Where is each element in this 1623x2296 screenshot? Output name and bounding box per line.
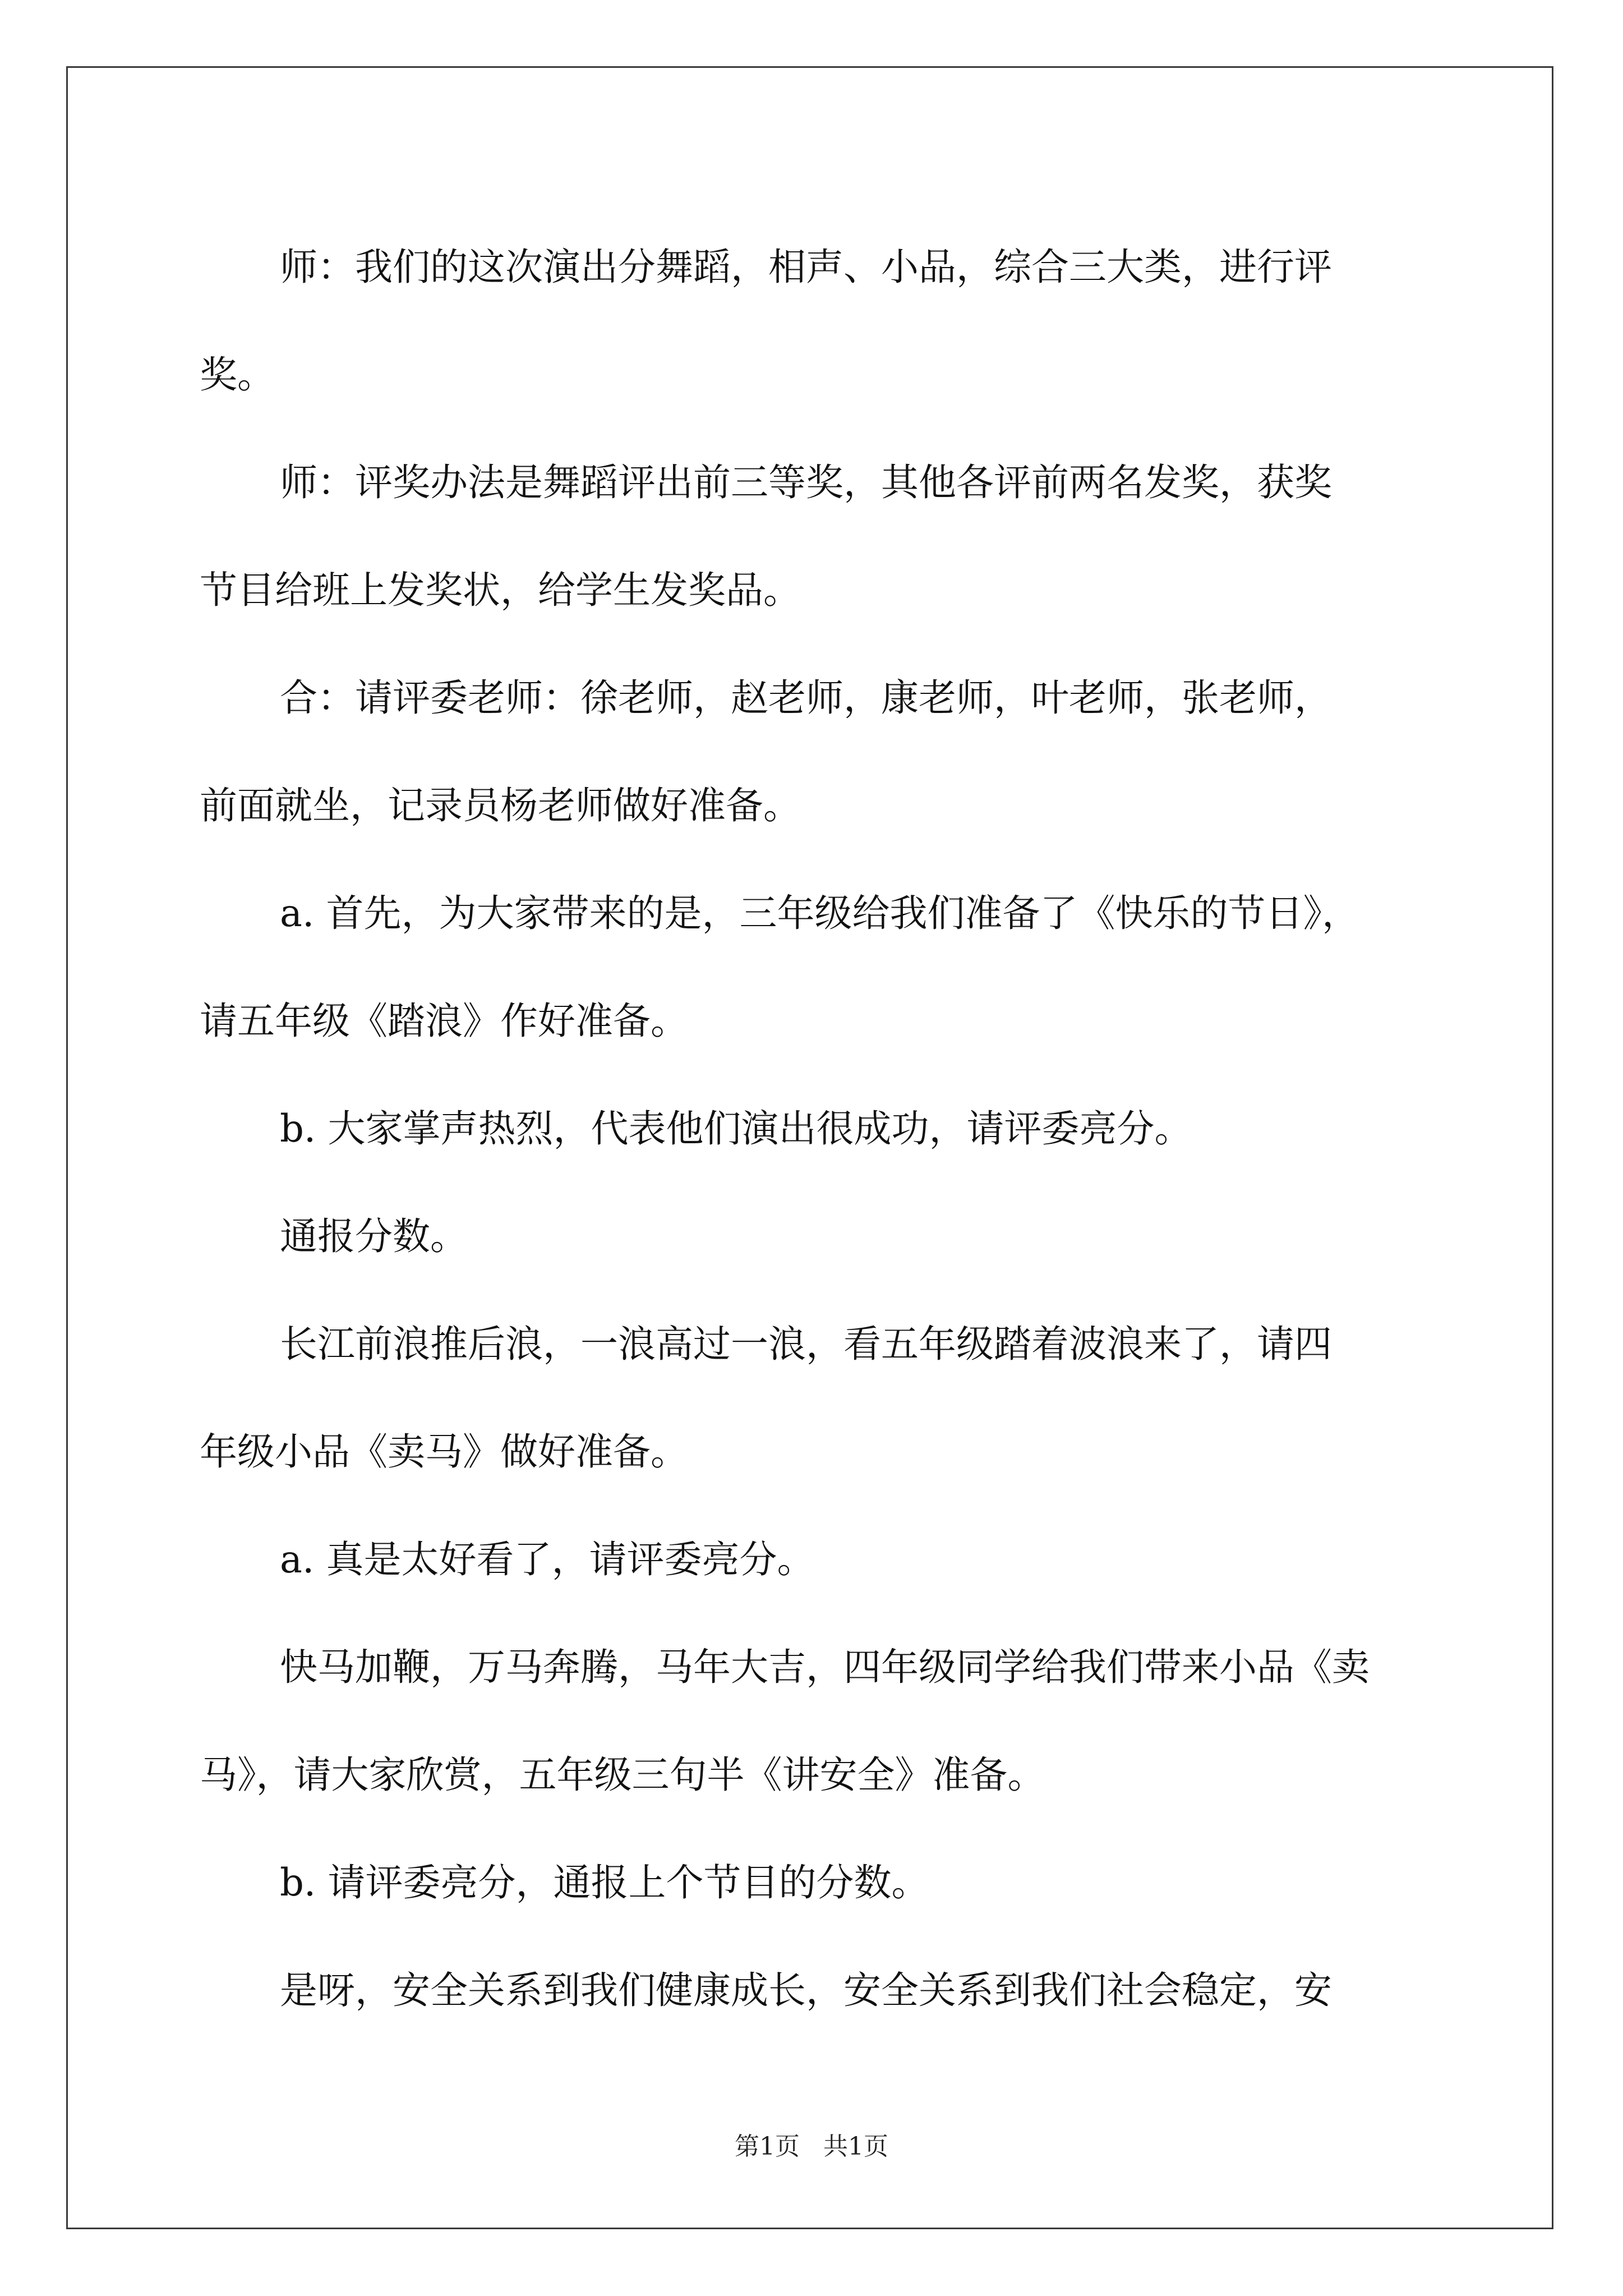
paragraph-line: 马》，请大家欣赏，五年级三句半《讲安全》准备。 [200, 1753, 1045, 1797]
paragraph-6 [200, 1182, 1433, 1290]
paragraph-line: b. 请评委亮分，通报上个节目的分数。 [280, 1861, 929, 1904]
paragraph-line: 奖。 [200, 353, 275, 397]
paragraph-2 [200, 429, 1433, 644]
page-footer [0, 2126, 1623, 2162]
paragraph-9 [200, 1613, 1433, 1829]
paragraph-line: 节目给班上发奖状，给学生发奖品。 [200, 568, 801, 612]
paragraph-line: a. 首先，为大家带来的是，三年级给我们准备了《快乐的节日》， [280, 891, 1360, 935]
paragraph-line: 前面就坐，记录员杨老师做好准备。 [200, 784, 801, 827]
paragraph-7 [200, 1290, 1433, 1506]
paragraph-5 [200, 1075, 1433, 1182]
paragraph-3 [200, 644, 1433, 859]
paragraph-line: 请五年级《踏浪》作好准备。 [200, 999, 688, 1043]
paragraph-line: 是呀，安全关系到我们健康成长，安全关系到我们社会稳定，安 [280, 1968, 1332, 2012]
paragraph-4 [200, 859, 1433, 1075]
paragraph-line: b. 大家掌声热烈，代表他们演出很成功，请评委亮分。 [280, 1107, 1192, 1151]
paragraph-line: a. 真是太好看了，请评委亮分。 [280, 1538, 815, 1581]
paragraph-11 [200, 1936, 1433, 2044]
paragraph-line: 快马加鞭，万马奔腾，马年大吉，四年级同学给我们带来小品《卖 [280, 1645, 1370, 1689]
paragraph-1 [200, 213, 1433, 429]
page-number-current: 第1页 [735, 2132, 800, 2161]
paragraph-line: 长江前浪推后浪，一浪高过一浪，看五年级踏着波浪来了，请四 [280, 1322, 1332, 1366]
document-body [200, 213, 1433, 2044]
paragraph-10 [200, 1829, 1433, 1936]
paragraph-line: 合：请评委老师：徐老师，赵老师，康老师，叶老师，张老师， [280, 676, 1332, 720]
paragraph-line: 通报分数。 [280, 1214, 468, 1258]
paragraph-8 [200, 1506, 1433, 1613]
page-number-total: 共1页 [823, 2132, 888, 2161]
paragraph-line: 师：我们的这次演出分舞蹈，相声、小品，综合三大类，进行评 [280, 245, 1332, 289]
paragraph-line: 年级小品《卖马》做好准备。 [200, 1430, 688, 1474]
paragraph-line: 师：评奖办法是舞蹈评出前三等奖，其他各评前两名发奖，获奖 [280, 461, 1332, 504]
